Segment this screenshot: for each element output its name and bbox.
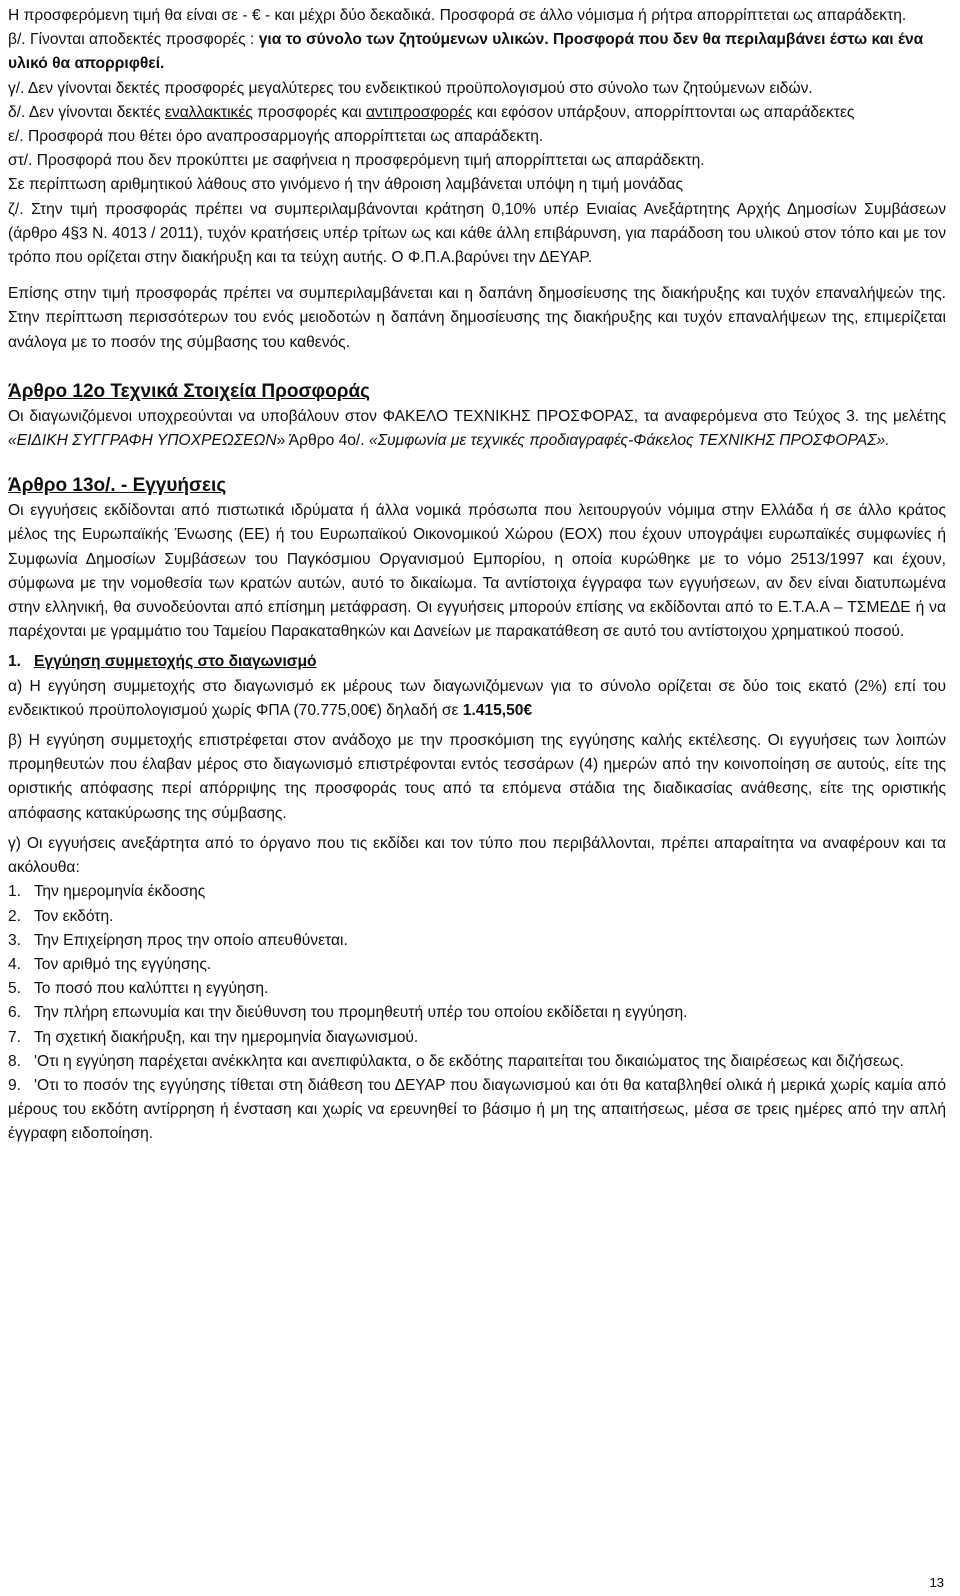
clause-d-alternative: εναλλακτικές: [164, 103, 253, 121]
list-item: 8. 'Οτι η εγγύηση παρέχεται ανέκκλητα και ανεπιφύλακτα, ο δε εκδότης παραιτείται του δικαιώματος της διαιρέσεως και διζήσεως.: [8, 1052, 904, 1070]
guarantee-a-text: α) Η εγγύηση συμμετοχής στο διαγωνισμό εκ μέρους των διαγωνιζόμενων για το σύνολο ορίζεται σε δύο τοις εκατό (2%) επί του ενδεικτικού προϋπολογισμού χωρίς ΦΠΑ (70.775,00€) δηλαδή σε: [8, 677, 946, 719]
clause-z: ζ/. Στην τιμή προσφοράς πρέπει να συμπεριλαμβάνονται κράτηση 0,10% υπέρ Ενιαίας Ανεξάρτητης Αρχής Δημοσίων Συμβάσεων (άρθρο 4§3 Ν. 4013 / 2011), τυχόν κρατήσεις υπέρ τρίτων ως και κάθε άλλη επιβάρυνση, για παράδοση του υλικού στον τόπο και με τον τρόπο που ορίζεται στην διακήρυξη και τα τεύχη αυτής. Ο Φ.Π.Α.βαρύνει την ΔΕΥΑΡ.: [8, 200, 946, 267]
page-number: 13: [929, 1575, 944, 1590]
subsection-number: 1.: [8, 653, 22, 671]
list-item: 3. Την Επιχείρηση προς την οποίο απευθύνεται.: [8, 931, 348, 949]
clause-st: στ/. Προσφορά που δεν προκύπτει με σαφήνεια η προσφερόμενη τιμή απορρίπτεται ως απαράδεκτη.: [8, 152, 705, 170]
clause-b: [8, 28, 946, 76]
article-12-text-a: Οι διαγωνιζόμενοι υποχρεούνται να υποβάλουν στον ΦΑΚΕΛΟ ΤΕΧΝΙΚΗΣ ΠΡΟΣΦΟΡΑΣ, τα αναφερόμενα στο Τεύχος 3. της μελέτης: [8, 407, 946, 425]
list-item: 6. Την πλήρη επωνυμία και την διεύθυνση του προμηθευτή υπέρ του οποίου εκδίδεται η εγγύηση.: [8, 1004, 688, 1022]
article-12-text: [8, 405, 946, 453]
list-item: 1. Την ημερομηνία έκδοσης: [8, 883, 206, 901]
article-12-text-b: » Άρθρο 4ο/.: [276, 432, 369, 450]
guarantee-a: [8, 675, 946, 723]
price-paragraph: Η προσφερόμενη τιμή θα είναι σε - € - και μέχρι δύο δεκαδικά. Προσφορά σε άλλο νόμισμα ή ρήτρα απορρίπτεται ως απαράδεκτη.: [8, 7, 907, 24]
list-item: 2. Τον εκδότη.: [8, 907, 114, 925]
article-13-text: Οι εγγυήσεις εκδίδονται από πιστωτικά ιδρύματα ή άλλα νομικά πρόσωπα που λειτουργούν νόμιμα στην Ελλάδα ή σε άλλο κράτος μέλος της Ευρωπαϊκής Ένωσης (ΕΕ) ή του Ευρωπαϊκού Οικονομικού Χώρου (ΕΟΧ) που έχουν υπογράψει ευρωπαϊκές συμφωνίες ή Συμφωνία Δημοσίων Συμβάσεων του Παγκόσμιου Οργανισμού Εμπορίου, η οποία κυρώθηκε με το νόμο 2513/1997 και έχουν, σύμφωνα με την νομοθεσία των κρατών αυτών, αυτό το δικαίωμα. Τα αντίστοιχα έγγραφα των εγγυήσεων, αν δεν είναι διατυπωμένα στην ελληνική, θα συνοδεύονται από επίσημη μετάφραση. Οι εγγυήσεις μπορούν επίσης να εκδίδονται από το Ε.Τ.Α.Α – ΤΣΜΕΔΕ ή να παρέχονται με γραμμάτιο του Ταμείου Παρακαταθηκών και Δανείων με παρακατάθεση σε αυτό του αντίστοιχου χρηματικού ποσού.: [8, 502, 946, 641]
article-12-title: Άρθρο 12ο Τεχνικά Στοιχεία Προσφοράς: [8, 380, 371, 402]
clause-e: ε/. Προσφορά που θέτει όρο αναπροσαρμογής απορρίπτεται ως απαράδεκτη.: [8, 128, 544, 146]
guarantee-amount: 1.415,50€: [462, 701, 533, 719]
article-12-ref-tech-specs: «Συμφωνία με τεχνικές προδιαγραφές-Φάκελος ΤΕΧΝΙΚΗΣ ΠΡΟΣΦΟΡΑΣ».: [368, 432, 890, 450]
clause-b-prefix: β/. Γίνονται αποδεκτές προσφορές :: [8, 31, 259, 49]
clause-d-a: δ/. Δεν γίνονται δεκτές: [8, 103, 165, 121]
clause-d-counter-offers: αντιπροσφορές: [365, 103, 473, 121]
guarantee-b: β) Η εγγύηση συμμετοχής επιστρέφεται στον ανάδοχο με την προσκόμιση της εγγύησης καλής εκτέλεσης. Οι εγγυήσεις των λοιπών προμηθευτών που έλαβαν μέρος στο διαγωνισμό επιστρέφονται εντός τεσσάρων (4) ημερών από την κοινοποίηση σε αυτούς, είτε της οριστικής απόφασης περί απόρριψης της προσφοράς τους από τα επόμενα στάδια της διαδικασίας ανάθεσης, είτε της οριστικής απόφασης κατακύρωσης της σύμβασης.: [8, 732, 946, 822]
guarantee-participation-heading: [8, 650, 946, 674]
clause-d-c: και εφόσον υπάρξουν, απορρίπτονται ως απαράδεκτες: [472, 103, 855, 121]
article-13-title: Άρθρο 13ο/. - Εγγυήσεις: [8, 475, 227, 497]
guarantee-requirements-list: [8, 880, 946, 1146]
clause-d: [8, 101, 946, 125]
guarantee-c: γ) Οι εγγυήσεις ανεξάρτητα από το όργανο που τις εκδίδει και τον τύπο που περιβάλλονται, πρέπει απαραίτητα να αναφέρουν και τα ακόλουθα:: [8, 834, 946, 877]
clause-c: γ/. Δεν γίνονται δεκτές προσφορές μεγαλύτερες του ενδεικτικού προϋπολογισμού στο σύνολο των ζητούμενων ειδών.: [8, 79, 813, 97]
clause-d-b: προσφορές και: [252, 103, 366, 121]
subsection-title: Εγγύηση συμμετοχής στο διαγωνισμό: [34, 653, 317, 671]
list-item: 9. 'Οτι το ποσόν της εγγύησης τίθεται στη διάθεση του ΔΕΥΑΡ που διαγωνισμού και ότι θα καταβληθεί ολικά ή μερικά χωρίς καμία από μέρους του εκδότη αντίρρηση ή ένσταση και χωρίς να ερευνηθεί το βάσιμο ή μη της απαιτήσεως, μέσα σε τρεις ημέρες από την απλή έγγραφη ειδοποίηση.: [8, 1076, 946, 1143]
article-12-ref-special-terms: «ΕΙΔΙΚΗ ΣΥΓΓΡΑΦΗ ΥΠΟΧΡΕΩΣΕΩΝ: [8, 432, 277, 450]
clause-b-bold: για το σύνολο των ζητούμενων υλικών. Προσφορά που δεν θα περιλαμβάνει έστω και ένα υλικό θα απορριφθεί.: [8, 31, 924, 73]
arithmetic-error-note: Σε περίπτωση αριθμητικού λάθους στο γινόμενο ή την άθροιση λαμβάνεται υπόψη η τιμή μονάδας: [8, 176, 683, 194]
list-item: 5. Το ποσό που καλύπτει η εγγύηση.: [8, 980, 269, 998]
publication-cost-paragraph: Επίσης στην τιμή προσφοράς πρέπει να συμπεριλαμβάνεται και η δαπάνη δημοσίευσης της διακήρυξης και τυχόν επαναλήψεών της. Στην περίπτωση περισσότερων του ενός μειοδοτών η δαπάνη δημοσίευσης της διακήρυξης και τυχόν επαναλήψεων της, επιμερίζεται ανάλογα με το ποσόν της σύμβασης του καθενός.: [8, 285, 946, 351]
list-item: 7. Τη σχετική διακήρυξη, και την ημερομηνία διαγωνισμού.: [8, 1028, 419, 1046]
document-page: [8, 4, 946, 1147]
list-item: 4. Τον αριθμό της εγγύησης.: [8, 955, 212, 973]
